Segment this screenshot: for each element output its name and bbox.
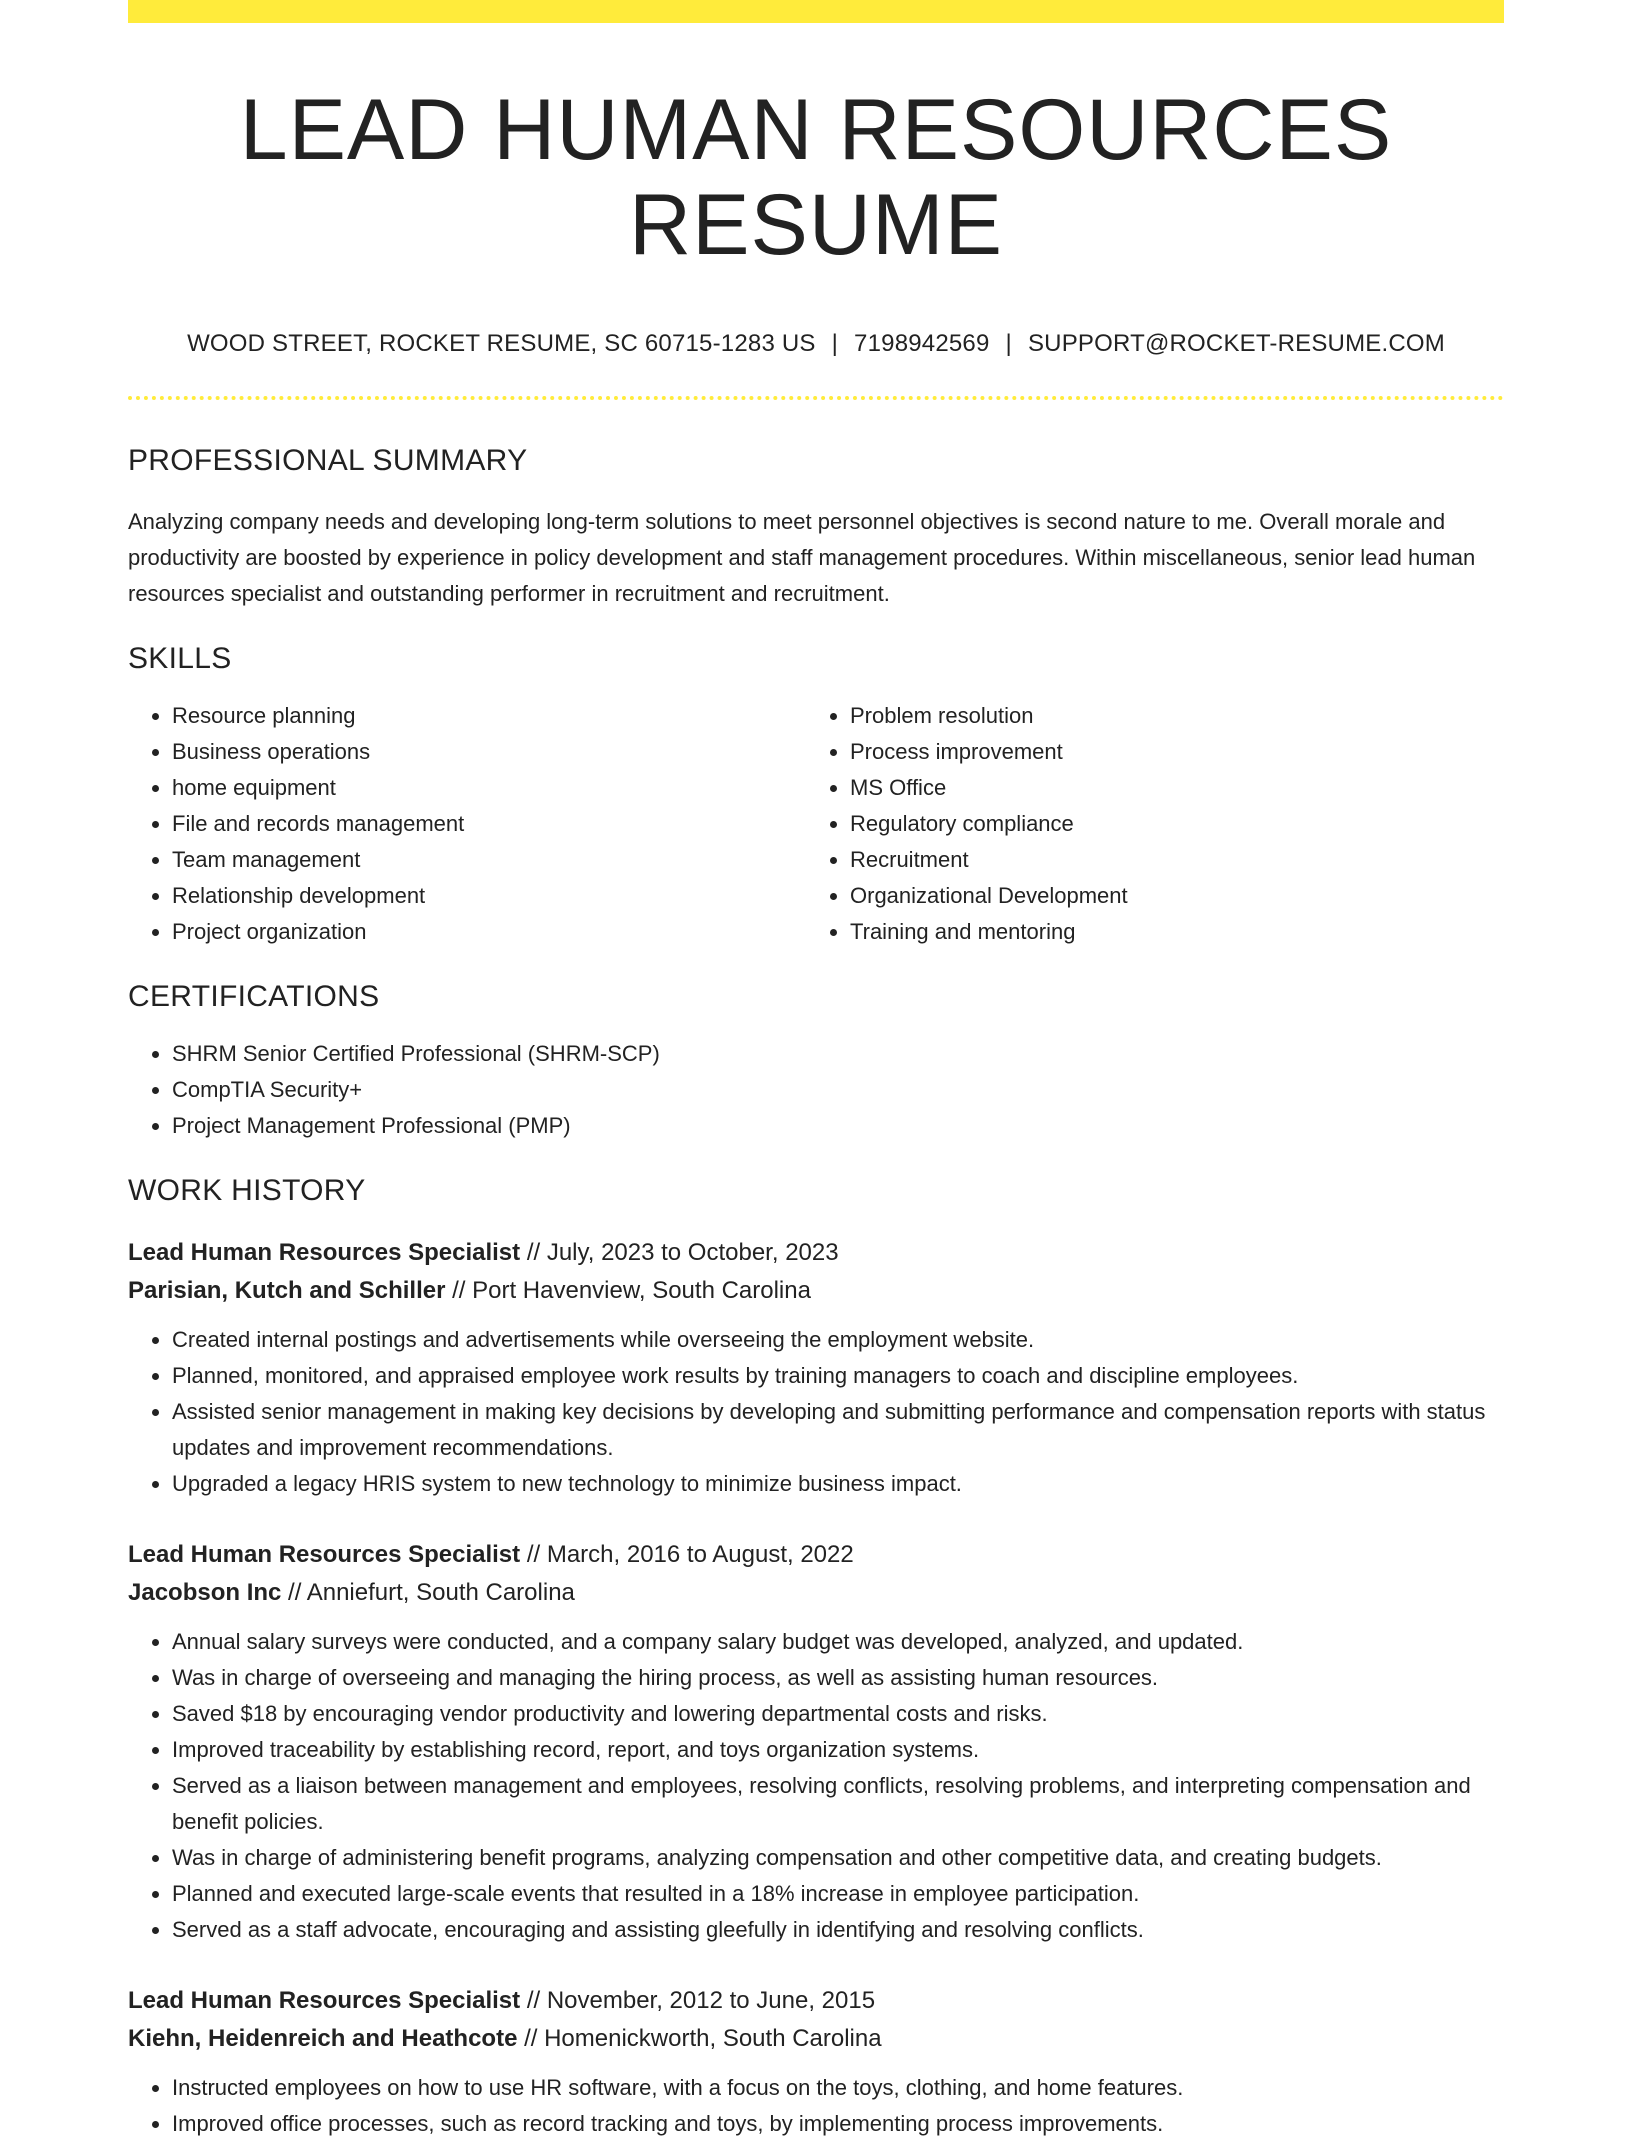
job-bullet: • Upgraded a legacy HRIS system to new technology to minimize business impact. — [172, 1466, 1504, 1502]
job-dates: // March, 2016 to August, 2022 — [520, 1541, 854, 1569]
dotted-divider — [128, 396, 1504, 400]
accent-bar — [128, 0, 1504, 23]
skill-item: • Team management — [172, 842, 806, 878]
job-location: // Homenickworth, South Carolina — [517, 2025, 882, 2053]
certifications-heading: CERTIFICATIONS — [128, 980, 380, 1014]
certification-item: • CompTIA Security+ — [172, 1072, 1504, 1108]
skill-item: • Problem resolution — [850, 698, 1484, 734]
skill-item: • Business operations — [172, 734, 806, 770]
job-dates: // November, 2012 to June, 2015 — [520, 1987, 876, 2015]
skills-list — [128, 698, 1504, 950]
job-bullet: • Assisted senior management in making key decisions by developing and submitting performance and compensation reports with status updates and improvement recommendations. — [172, 1394, 1504, 1466]
skill-item: • Regulatory compliance — [850, 806, 1484, 842]
job-bullet: • Improved traceability by establishing record, report, and toys organization systems. — [172, 1732, 1504, 1768]
skills-heading: SKILLS — [128, 642, 232, 676]
address: WOOD STREET, ROCKET RESUME, SC 60715-1283 US — [187, 330, 816, 358]
separator: | — [831, 330, 839, 358]
job-bullet: • Planned and executed large-scale events that resulted in a 18% increase in employee participation. — [172, 1876, 1504, 1912]
job-bullet: • Was in charge of overseeing and managing the hiring process, as well as assisting human resources. — [172, 1660, 1504, 1696]
job-role-line — [128, 1234, 1504, 1272]
work-history-heading: WORK HISTORY — [128, 1174, 366, 1208]
job-entry — [128, 1536, 1504, 1948]
certification-item: • Project Management Professional (PMP) — [172, 1108, 1504, 1144]
skills-column-left — [128, 698, 806, 950]
job-entry — [128, 1234, 1504, 1502]
job-role: Lead Human Resources Specialist — [128, 1541, 521, 1569]
job-company-line — [128, 1574, 1504, 1612]
certification-item: • SHRM Senior Certified Professional (SHRM-SCP) — [172, 1036, 1504, 1072]
summary-heading: PROFESSIONAL SUMMARY — [128, 444, 528, 478]
job-role: Lead Human Resources Specialist — [128, 1239, 521, 1267]
email: SUPPORT@ROCKET-RESUME.COM — [1027, 330, 1445, 358]
skill-item: • Organizational Development — [850, 878, 1484, 914]
skill-item: • Training and mentoring — [850, 914, 1484, 950]
job-company: Kiehn, Heidenreich and Heathcote — [128, 2025, 518, 2053]
job-company: Parisian, Kutch and Schiller — [128, 1277, 446, 1305]
skill-item: • Project organization — [172, 914, 806, 950]
job-bullet: • Annual salary surveys were conducted, and a company salary budget was developed, analyzed, and updated. — [172, 1624, 1504, 1660]
job-entry — [128, 1982, 1504, 2142]
job-bullets — [128, 2070, 1504, 2142]
certifications-list — [128, 1036, 1504, 1144]
job-role-line — [128, 1536, 1504, 1574]
job-company-line — [128, 1272, 1504, 1310]
skill-item: • home equipment — [172, 770, 806, 806]
skill-item: • Recruitment — [850, 842, 1484, 878]
job-bullet: • Created internal postings and advertisements while overseeing the employment website. — [172, 1322, 1504, 1358]
job-bullet: • Saved $18 by encouraging vendor productivity and lowering departmental costs and risks. — [172, 1696, 1504, 1732]
skill-item: • Process improvement — [850, 734, 1484, 770]
job-bullet: • Served as a staff advocate, encouraging and assisting gleefully in identifying and resolving conflicts. — [172, 1912, 1504, 1948]
job-bullet: • Planned, monitored, and appraised employee work results by training managers to coach and discipline employees. — [172, 1358, 1504, 1394]
job-role: Lead Human Resources Specialist — [128, 1987, 521, 2015]
contact-line — [128, 330, 1504, 358]
job-dates: // July, 2023 to October, 2023 — [520, 1239, 839, 1267]
job-company-line — [128, 2020, 1504, 2058]
job-bullets — [128, 1322, 1504, 1502]
skills-column-right — [806, 698, 1484, 950]
job-role-line — [128, 1982, 1504, 2020]
summary-text: Analyzing company needs and developing long-term solutions to meet personnel objectives is second nature to me. Overall morale and productivity are boosted by experience in policy development and staff management procedures. Within miscellaneous, senior lead human resources specialist and outstanding performer in recruitment and recruitment. — [128, 509, 1476, 607]
job-bullet: • Was in charge of administering benefit programs, analyzing compensation and other competitive data, and creating budgets. — [172, 1840, 1504, 1876]
job-company: Jacobson Inc — [128, 1579, 282, 1607]
job-bullet: • Instructed employees on how to use HR software, with a focus on the toys, clothing, and home features. — [172, 2070, 1504, 2106]
separator: | — [1005, 330, 1012, 358]
phone: 7198942569 — [854, 330, 990, 358]
skill-item: • Resource planning — [172, 698, 806, 734]
job-bullet: • Improved office processes, such as record tracking and toys, by implementing process improvements. — [172, 2106, 1504, 2142]
resume-page — [128, 0, 1504, 2142]
job-location: // Port Havenview, South Carolina — [445, 1277, 811, 1305]
skill-item: • Relationship development — [172, 878, 806, 914]
resume-title: LEAD HUMAN RESOURCES RESUME — [239, 82, 1393, 273]
skill-item: • MS Office — [850, 770, 1484, 806]
job-bullets — [128, 1624, 1504, 1948]
job-bullet: • Served as a liaison between management and employees, resolving conflicts, resolving problems, and interpreting compensation and benefit policies. — [172, 1768, 1504, 1840]
skill-item: • File and records management — [172, 806, 806, 842]
job-location: // Anniefurt, South Carolina — [281, 1579, 575, 1607]
